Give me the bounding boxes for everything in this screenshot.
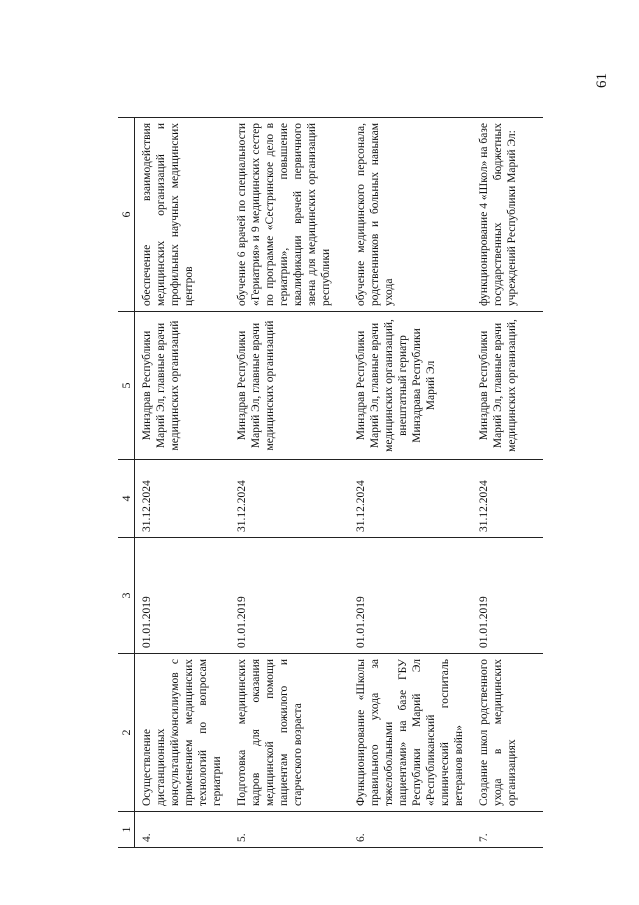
start-date-cell: 01.01.2019 <box>135 538 231 654</box>
column-header-4: 4 <box>118 460 135 538</box>
row-number: 4. <box>135 812 231 848</box>
landscape-page <box>118 118 598 848</box>
responsible-cell: Минздрав Республики Марий Эл, главные врачи медицинских организаций <box>230 312 349 460</box>
result-cell: функционирование 4 «Школ» на базе государственных бюджетных учреждений Республики Марий Эл: <box>472 118 543 312</box>
start-date-cell: 01.01.2019 <box>472 538 543 654</box>
responsible-cell: Минздрав Республики Марий Эл, главные врачи медицинских организаций, внештатный гериатр Минздрава Республики Марий Эл <box>349 312 472 460</box>
table-row <box>349 118 472 848</box>
responsible-cell: Минздрав Республики Марий Эл, главные врачи медицинских организаций, <box>472 312 543 460</box>
end-date-cell: 31.12.2024 <box>472 460 543 538</box>
column-header-6: 6 <box>118 118 135 312</box>
event-cell: Функционирование «Школы правильного ухода за тяжелобольными пациентами» на базе ГБУ Республики Марий Эл «Республиканский клинический госпиталь ветеранов войн» <box>349 654 472 812</box>
measures-table <box>118 117 543 848</box>
event-cell: Подготовка медицинских кадров для оказания медицинской помощи пациентам пожилого и старческого возраста <box>230 654 349 812</box>
column-header-2: 2 <box>118 654 135 812</box>
row-number: 5. <box>230 812 349 848</box>
result-cell: обеспечение взаимодействия медицинских организаций и профильных научных медицинских центров <box>135 118 231 312</box>
column-numbers-row <box>118 118 135 848</box>
result-cell: обучение 6 врачей по специальности «Гериатрия» и 9 медицинских сестер по программе «Сестринское дело в гериатрии», повышение квалификации врачей первичного звена для медицинских организаций республики <box>230 118 349 312</box>
row-number: 7. <box>472 812 543 848</box>
end-date-cell: 31.12.2024 <box>349 460 472 538</box>
rotated-table-container <box>118 118 598 848</box>
row-number: 6. <box>349 812 472 848</box>
end-date-cell: 31.12.2024 <box>135 460 231 538</box>
column-header-3: 3 <box>118 538 135 654</box>
event-cell: Осуществление дистанционных консультаций/консилиумов с применением медицинских технологий по вопросам гериатрии <box>135 654 231 812</box>
responsible-cell: Минздрав Республики Марий Эл, главные врачи медицинских организаций <box>135 312 231 460</box>
column-header-1: 1 <box>118 812 135 848</box>
table-row <box>135 118 231 848</box>
end-date-cell: 31.12.2024 <box>230 460 349 538</box>
result-cell: обучение медицинского персонала, родственников и больных навыкам ухода <box>349 118 472 312</box>
event-cell: Создание школ родственного ухода в медицинских организациях <box>472 654 543 812</box>
table-row <box>230 118 349 848</box>
start-date-cell: 01.01.2019 <box>230 538 349 654</box>
page-number: 61 <box>594 73 610 88</box>
table-row <box>472 118 543 848</box>
start-date-cell: 01.01.2019 <box>349 538 472 654</box>
column-header-5: 5 <box>118 312 135 460</box>
